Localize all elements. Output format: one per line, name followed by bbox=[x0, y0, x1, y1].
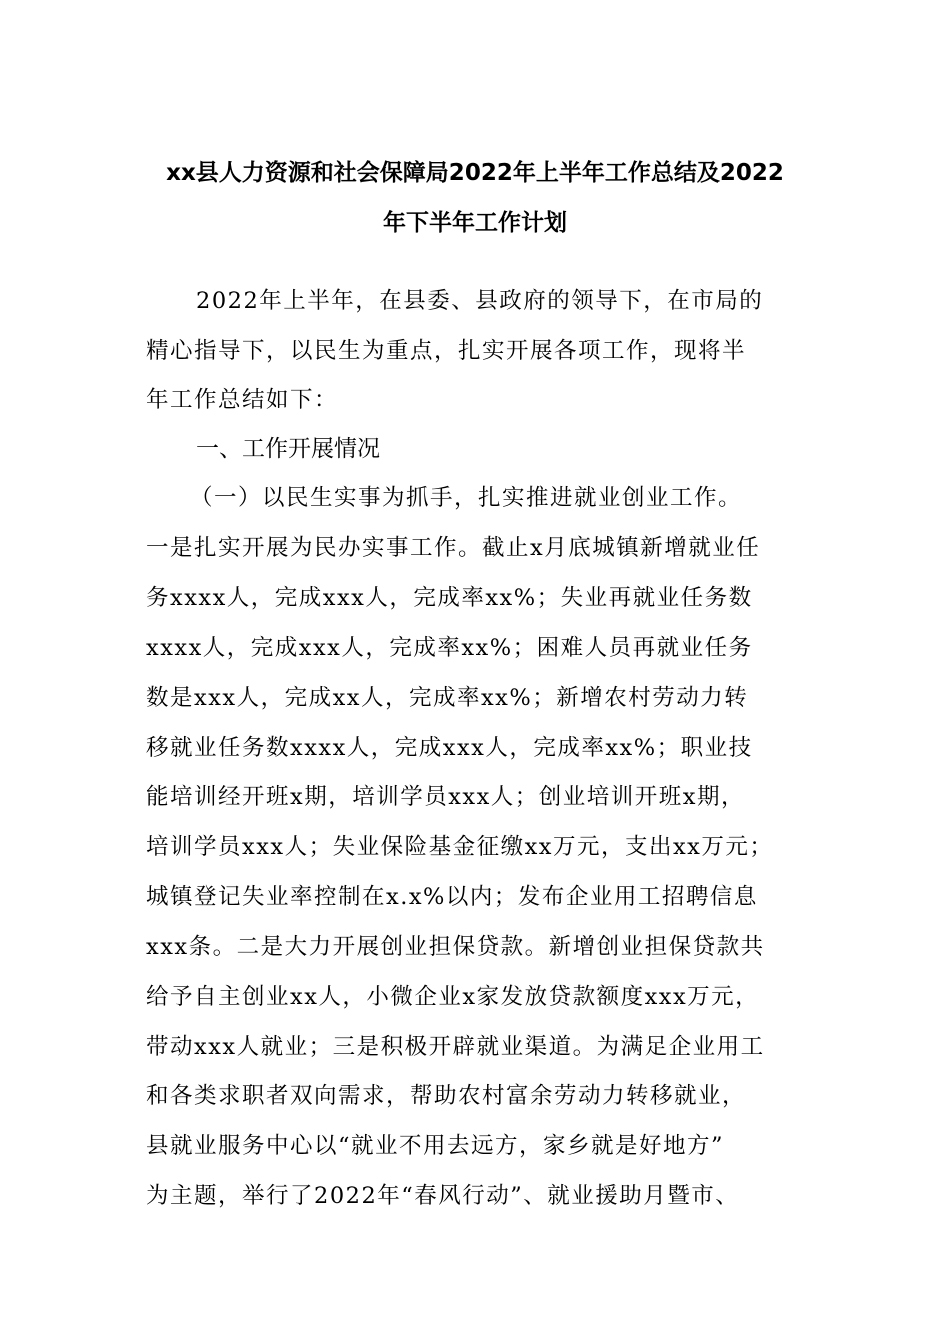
body-line: 务xxxx人，完成xxx人，完成率xx%；失业再就业任务数 bbox=[146, 585, 753, 611]
section-heading: 一、工作开展情况 bbox=[196, 436, 380, 462]
body-line: 城镇登记失业率控制在x.x%以内；发布企业用工招聘信息 bbox=[146, 884, 758, 910]
document-title-line-2: 年下半年工作计划 bbox=[383, 210, 567, 236]
body-line: 数是xxx人，完成xx人，完成率xx%；新增农村劳动力转 bbox=[146, 685, 749, 711]
intro-line-1: 2022年上半年，在县委、县政府的领导下，在市局的 bbox=[196, 288, 764, 314]
body-line: 培训学员xxx人；失业保险基金征缴xx万元，支出xx万元； bbox=[146, 834, 774, 860]
body-line: 县就业服务中心以“就业不用去远方，家乡就是好地方” bbox=[146, 1133, 725, 1159]
body-line: 能培训经开班x期，培训学员xxx人；创业培训开班x期， bbox=[146, 784, 745, 810]
intro-line-2: 精心指导下，以民生为重点，扎实开展各项工作，现将半 bbox=[146, 338, 747, 364]
body-line: xxxx人，完成xxx人，完成率xx%；困难人员再就业任务 bbox=[146, 635, 753, 661]
body-line: 为主题，举行了2022年“春风行动”、就业援助月暨市、 bbox=[146, 1183, 740, 1209]
body-line: xxx条。二是大力开展创业担保贷款。新增创业担保贷款共 bbox=[146, 934, 765, 960]
body-line: 和各类求职者双向需求，帮助农村富余劳动力转移就业， bbox=[146, 1083, 747, 1109]
body-line: 给予自主创业xx人，小微企业x家发放贷款额度xxx万元， bbox=[146, 984, 760, 1010]
body-line: （一）以民生实事为抓手，扎实推进就业创业工作。 bbox=[190, 485, 743, 511]
body-line: 带动xxx人就业；三是积极开辟就业渠道。为满足企业用工 bbox=[146, 1034, 765, 1060]
document-title-line-1: xx县人力资源和社会保障局2022年上半年工作总结及2022 bbox=[166, 160, 784, 186]
body-line: 一是扎实开展为民办实事工作。截止x月底城镇新增就业任 bbox=[146, 535, 761, 561]
intro-line-3: 年工作总结如下： bbox=[146, 387, 339, 413]
body-line: 移就业任务数xxxx人，完成xxx人，完成率xx%；职业技 bbox=[146, 735, 753, 761]
